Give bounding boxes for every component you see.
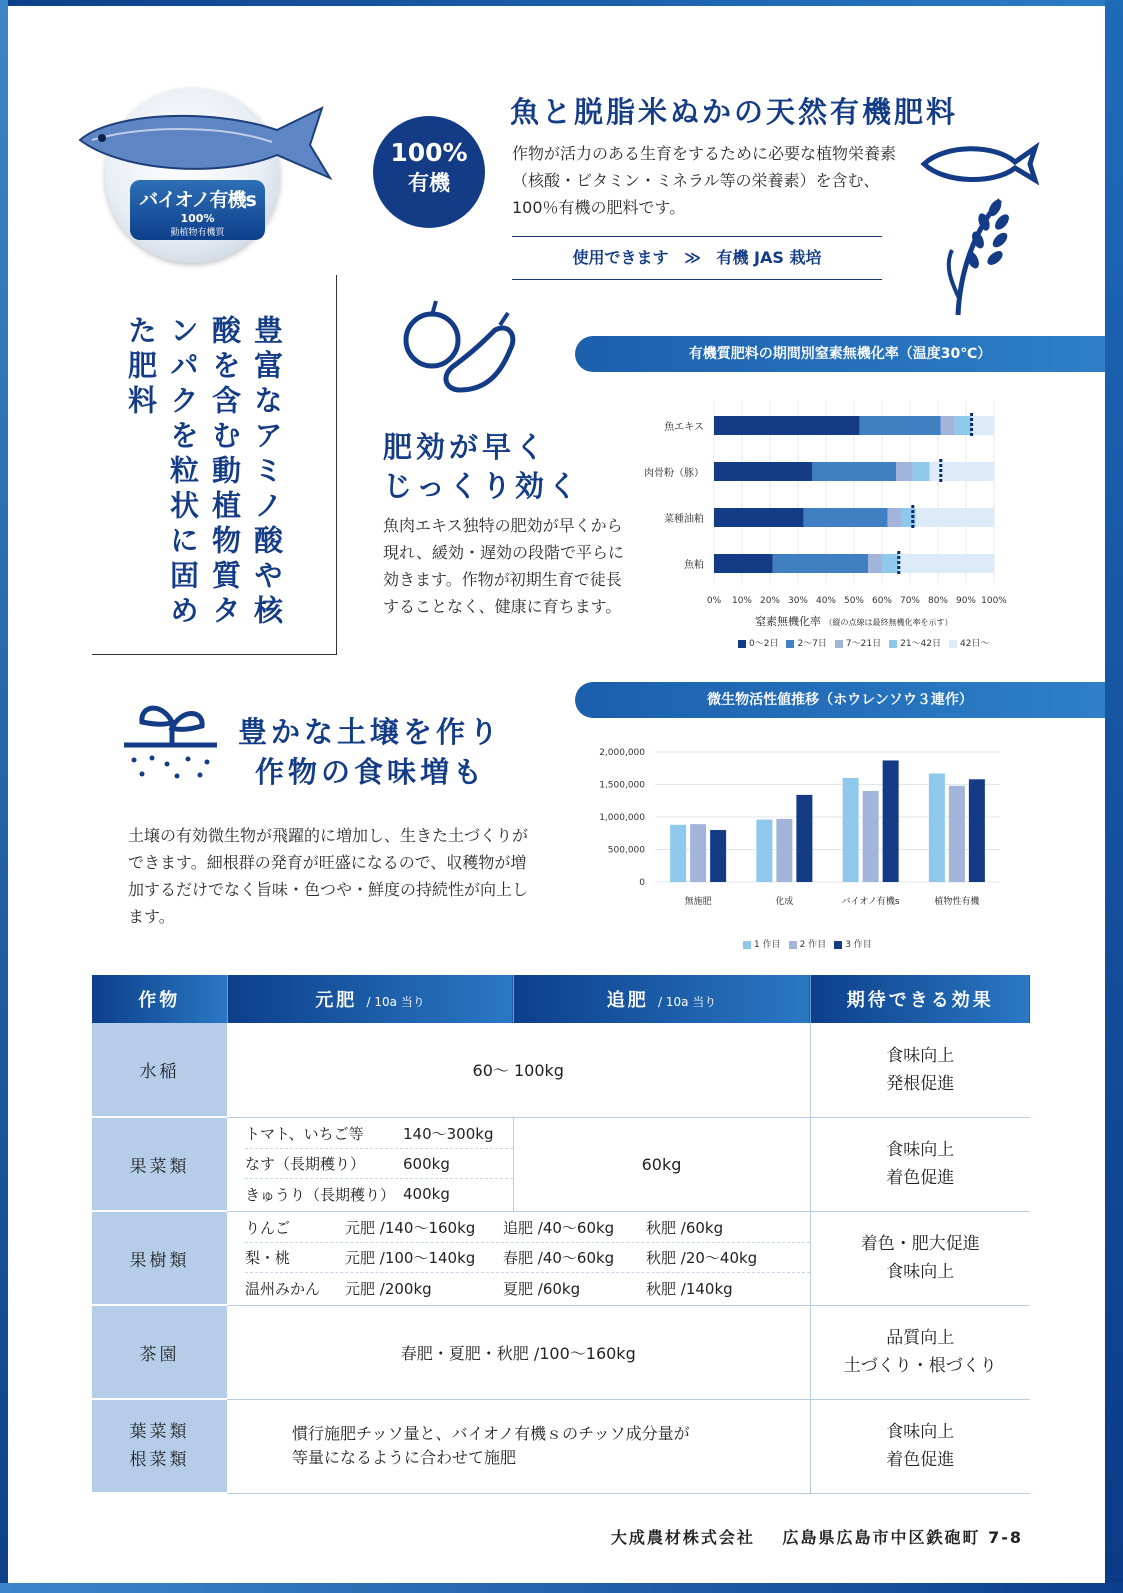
section2-title2: 作物の食味増も — [255, 755, 487, 789]
chart1-bar-segment — [888, 508, 902, 527]
chart2-title: 微生物活性値推移（ホウレンソウ３連作） — [575, 682, 1105, 718]
chart1-bar-segment — [714, 508, 804, 527]
fruitveg-name: トマト、いちご等 — [245, 1125, 364, 1143]
fruittree-effect1: 着色・肥大促進 — [860, 1234, 980, 1254]
chart1-bar-segment — [896, 462, 913, 481]
chart1-xlabel-note: （縦の点線は最終無機化率を示す） — [824, 618, 953, 627]
frame-bottom — [0, 1583, 1123, 1593]
chart2-legend-swatch — [789, 941, 797, 949]
fruitveg-amount: 140～300kg — [403, 1125, 494, 1143]
chart1-xtick: 50% — [843, 596, 865, 606]
fruitveg-row — [245, 1119, 513, 1149]
table-row-rice — [92, 1023, 1030, 1117]
fruittree-a: 元肥 /140～160kg — [345, 1219, 476, 1237]
chart1-category-label: 菜種油粕 — [664, 514, 704, 525]
section1-body: 魚肉エキス独特の肥効が早くから現れ、緩効・遅効の段階で平らに効きます。作物が初期生育で徒長することなく、健康に育ちます。 — [383, 516, 624, 616]
chart1-xtick: 10% — [731, 596, 753, 606]
chart1-bar-segment — [714, 554, 773, 573]
rice-icon — [940, 190, 1020, 320]
fruittree-b: 夏肥 /60kg — [503, 1279, 581, 1298]
section2-title1: 豊かな土壌を作り — [238, 715, 503, 749]
th-effect: 期待できる効果 — [810, 975, 1030, 1023]
usage-label: 使用できます — [572, 248, 669, 267]
fruitveg-effect — [810, 1117, 1030, 1211]
chart2-bar — [710, 830, 726, 882]
chart2-bar — [863, 791, 879, 882]
chart1-category-label: 肉骨粉（豚） — [644, 468, 704, 479]
chart1-xtick: 80% — [927, 596, 949, 606]
chart2-legend-swatch — [743, 941, 751, 949]
chart1-xtick: 30% — [787, 596, 809, 606]
chart1-bar-segment — [972, 416, 994, 435]
fruitveg-top: 60kg — [513, 1117, 810, 1211]
frame-top — [0, 0, 1123, 6]
chart2-bar — [883, 760, 899, 882]
chart2-legend-label: 1 作目 — [754, 940, 781, 950]
usage-line — [512, 236, 882, 280]
th-top-label: 追肥 — [606, 990, 649, 1011]
fruittree-c: 秋肥 /140kg — [646, 1279, 733, 1298]
crop-fruittree: 果樹類 — [92, 1211, 227, 1305]
section2-body: 土壌の有効微生物が飛躍的に増加し、生きた土づくりができます。細根群の発育が旺盛になるので、収穫物が増加するだけでなく旨味・色つや・鮮度の持続性が向上します。 — [128, 826, 529, 926]
chart1-bar-segment — [804, 508, 888, 527]
th-base-label: 元肥 — [315, 990, 358, 1011]
leafroot-text — [227, 1399, 810, 1493]
chart2-ytick: 1,500,000 — [599, 780, 645, 791]
chart1-legend-label: 0～2日 — [749, 639, 779, 649]
chart2-legend — [735, 937, 872, 950]
logo-badge — [130, 180, 265, 240]
apple-eggplant-icon — [400, 295, 525, 410]
rice-effect1: 食味向上 — [886, 1045, 955, 1066]
fruittree-c: 秋肥 /60kg — [646, 1219, 724, 1237]
chart2-legend-label: 3 作目 — [845, 940, 872, 950]
leafroot-effect — [810, 1399, 1030, 1493]
chart2-svg — [590, 745, 1030, 945]
tea-effect2: 土づくり・根づくり — [843, 1356, 997, 1376]
chart2-ytick: 2,000,000 — [599, 748, 645, 758]
chart1-legend-swatch — [889, 640, 897, 648]
chart2-category-label: 植物性有機 — [934, 897, 980, 907]
chart2-ytick: 0 — [639, 878, 645, 888]
section1-title2: じっくり効く — [383, 469, 582, 503]
chart2-legend-swatch — [834, 941, 842, 949]
chart1-bar-segment — [714, 416, 860, 435]
crop-root: 根菜類 — [129, 1450, 190, 1470]
chart1-category-label: 魚粕 — [684, 560, 704, 571]
fruitveg-amount: 400kg — [403, 1185, 450, 1203]
chart1-bar-segment — [773, 554, 868, 573]
fruitveg-effect2: 着色促進 — [886, 1168, 955, 1188]
chart2-category-label: 無施肥 — [684, 897, 712, 907]
fertilizer-table — [92, 975, 1030, 1494]
crop-tea: 茶園 — [92, 1305, 227, 1399]
chart1-legend-swatch — [786, 640, 794, 648]
tea-effect1: 品質向上 — [886, 1328, 955, 1348]
chart1-bar-segment — [955, 416, 972, 435]
chart1-bar-segment — [882, 554, 899, 573]
crop-fruitveg: 果菜類 — [92, 1117, 227, 1211]
chart1-xtick: 60% — [871, 596, 893, 606]
fruittree-b: 追肥 /40～60kg — [503, 1219, 615, 1237]
chart2-legend-label: 2 作目 — [799, 940, 827, 950]
fruittree-effect2: 食味向上 — [886, 1262, 955, 1282]
table-row-fruittree — [92, 1211, 1030, 1305]
logo-name: バイオノ有機s — [139, 189, 256, 211]
chart2-bar — [929, 773, 945, 882]
usage-arrow: ≫ — [684, 248, 701, 267]
chart2-bar — [969, 779, 985, 882]
rice-amount: 60～ 100kg — [227, 1023, 810, 1117]
fruitveg-base — [227, 1117, 513, 1211]
fruittree-row — [245, 1243, 810, 1273]
chart1-xlabel-text: 窒素無機化率 — [755, 615, 821, 628]
chart1-bar-segment — [899, 554, 994, 573]
fruitveg-name: なす（長期穫り） — [245, 1155, 366, 1173]
table-row-fruitveg — [92, 1117, 1030, 1211]
fruittree-row — [245, 1213, 810, 1243]
intro-text: 作物が活力のある生育をするために必要な植物栄養素（核酸・ビタミン・ミネラル等の栄養素）を含む、100％有機の肥料です。 — [512, 144, 897, 217]
footer — [611, 1525, 1023, 1548]
fruittree-c: 秋肥 /20～40kg — [646, 1249, 758, 1267]
th-top — [513, 975, 810, 1023]
chart1-category-label: 魚エキス — [664, 422, 704, 433]
chart1-xtick: 100% — [981, 596, 1007, 606]
chart1-legend-swatch — [835, 640, 843, 648]
th-base — [227, 975, 513, 1023]
chart1-bar-segment — [930, 462, 994, 481]
section1-title1: 肥効が早く — [383, 430, 549, 464]
frame-left — [0, 0, 8, 1593]
rice-effect — [810, 1023, 1030, 1117]
leafroot-effect1: 食味向上 — [886, 1422, 955, 1442]
badge-line1: 100% — [390, 138, 468, 167]
crop-leafroot — [92, 1399, 227, 1493]
sprout-icon — [122, 700, 222, 790]
chart1-bar-segment — [868, 554, 882, 573]
fruittree-a: 元肥 /200kg — [345, 1279, 432, 1298]
chart1-bar-segment — [860, 416, 941, 435]
chart1-legend-label: 42日～ — [960, 639, 990, 649]
chart2-bar — [796, 795, 812, 882]
vertical-heading: 豊富なアミノ酸や核酸を含む動植物質タンパクを粒状に固めた肥料 — [124, 315, 284, 630]
frame-right — [1105, 0, 1123, 1593]
fruittree-a: 元肥 /100～140kg — [345, 1249, 476, 1267]
chart1-bar-segment — [941, 416, 955, 435]
table-row-leafroot — [92, 1399, 1030, 1493]
chart1-xtick: 90% — [955, 596, 977, 606]
company-address: 広島県広島市中区鉄砲町 7-8 — [782, 1528, 1023, 1547]
chart1-bar-segment — [913, 462, 930, 481]
fruittree-b: 春肥 /40～60kg — [503, 1249, 615, 1267]
crop-rice: 水稲 — [92, 1023, 227, 1117]
chart1-legend-label: 7～21日 — [845, 639, 882, 649]
chart1-xtick: 0% — [706, 596, 722, 606]
chart1-legend-label: 2～7日 — [797, 639, 827, 649]
th-top-unit: / 10a 当り — [657, 995, 717, 1009]
th-crop: 作物 — [92, 975, 227, 1023]
chart1-xtick: 20% — [759, 596, 781, 606]
fruittree-name: 梨・桃 — [245, 1249, 291, 1267]
chart2-ytick: 1,000,000 — [599, 813, 645, 823]
chart1-title: 有機質肥料の期間別窒素無機化率（温度30℃） — [575, 336, 1105, 372]
fruitveg-row — [245, 1149, 513, 1179]
fruitveg-effect1: 食味向上 — [886, 1140, 955, 1160]
chart1-legend-label: 21～42日 — [900, 639, 941, 649]
fish-outline-icon — [920, 142, 1040, 187]
table-header-row — [92, 975, 1030, 1023]
leafroot-text2: 等量になるように合わせて施肥 — [292, 1448, 517, 1467]
fruitveg-amount: 600kg — [403, 1154, 450, 1173]
fruittree-row — [245, 1273, 810, 1303]
fruittree-name: りんご — [245, 1219, 291, 1237]
chart1-bar-segment — [916, 508, 994, 527]
table-row-tea — [92, 1305, 1030, 1399]
chart2-bar — [843, 778, 859, 882]
tea-effect — [810, 1305, 1030, 1399]
organic-badge — [373, 116, 485, 228]
th-base-unit: / 10a 当り — [366, 995, 425, 1009]
chart1-legend-swatch — [949, 640, 957, 648]
badge-line2: 有機 — [408, 171, 450, 195]
leafroot-effect2: 着色促進 — [886, 1450, 955, 1470]
logo-sub2: 動植物有機質 — [170, 228, 225, 238]
chart2-bar — [670, 825, 686, 882]
chart2-category-label: バイオノ有機s — [841, 897, 900, 907]
chart1-bar-segment — [812, 462, 896, 481]
chart1-legend-swatch — [738, 640, 746, 648]
rice-effect2: 発根促進 — [886, 1073, 955, 1094]
leafroot-text1: 慣行施肥チッソ量と、バイオノ有機ｓのチッソ成分量が — [292, 1424, 690, 1443]
tea-amount: 春肥・夏肥・秋肥 /100～160kg — [227, 1305, 810, 1399]
usage-value: 有機 JAS 栽培 — [716, 248, 822, 267]
logo-sub: 100% — [180, 212, 215, 225]
chart2-bar — [949, 786, 965, 882]
chart2-category-label: 化成 — [775, 897, 794, 907]
chart1-xlabel — [755, 613, 953, 629]
fruittree-name: 温州みかん — [245, 1279, 321, 1298]
fruittree-plan — [227, 1211, 810, 1305]
fruitveg-name: きゅうり（長期穫り） — [245, 1185, 396, 1204]
chart2-ytick: 500,000 — [607, 845, 645, 856]
chart1-xtick: 70% — [899, 596, 921, 606]
fish-logo-icon — [72, 100, 334, 190]
company-name: 大成農材株式会社 — [610, 1528, 755, 1547]
chart2-bar — [690, 824, 706, 882]
chart2-bar — [776, 819, 792, 882]
chart1-xtick: 40% — [815, 596, 837, 606]
fruittree-effect — [810, 1211, 1030, 1305]
fruitveg-row — [245, 1179, 513, 1209]
crop-leaf: 葉菜類 — [129, 1422, 190, 1442]
main-title: 魚と脱脂米ぬかの天然有機肥料 — [510, 95, 959, 129]
chart1-legend — [730, 636, 989, 649]
chart2-bar — [756, 820, 772, 882]
chart1-bar-segment — [714, 462, 812, 481]
